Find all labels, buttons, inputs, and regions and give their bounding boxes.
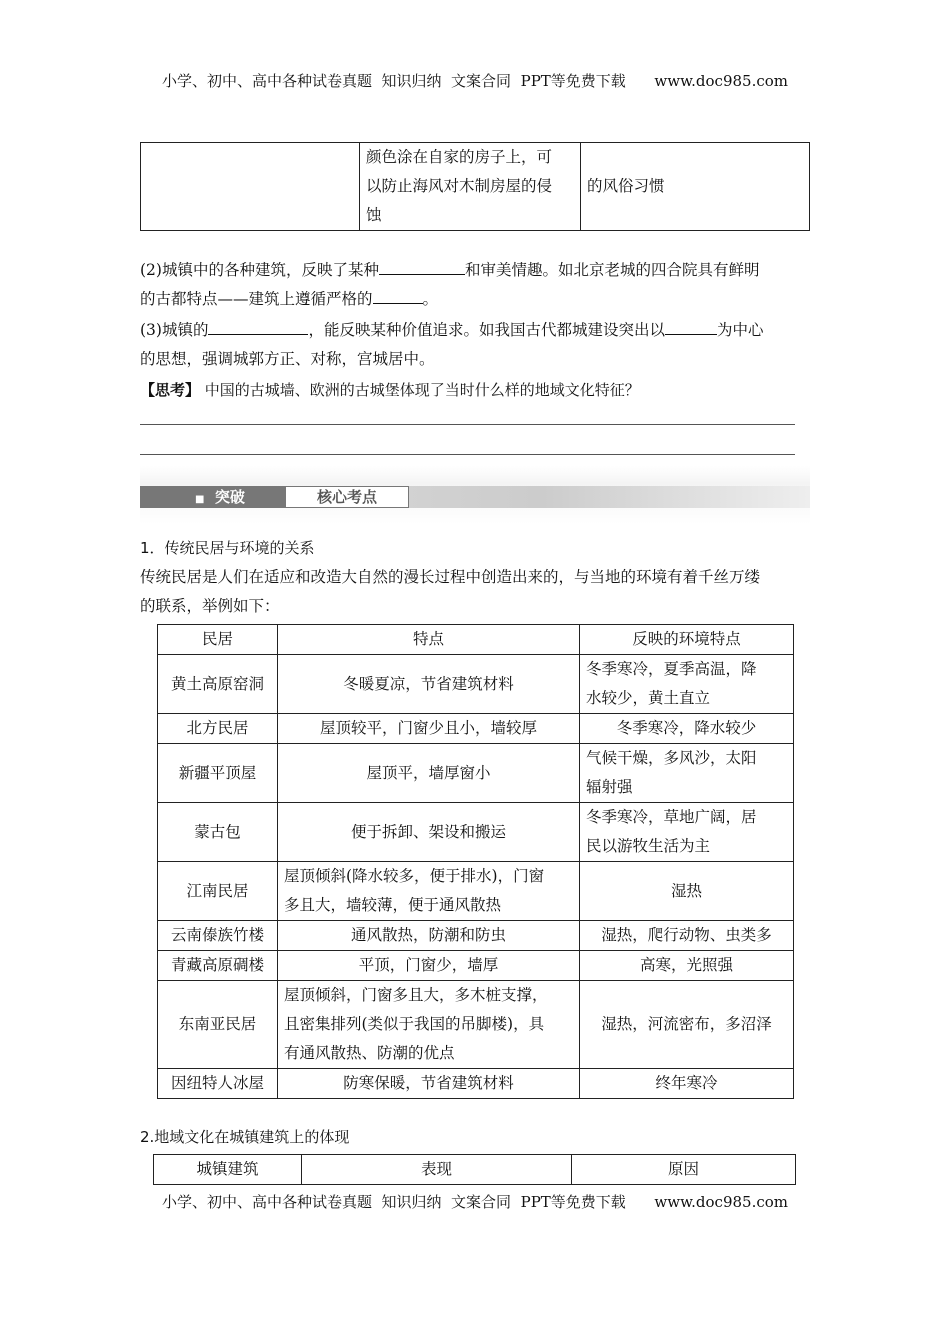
blank-field[interactable] <box>208 316 308 335</box>
environment-feature: 气候干燥，多风沙，太阳 辐射强 <box>580 744 794 803</box>
environment-feature: 冬季寒冷，降水较少 <box>580 714 794 744</box>
table-row <box>158 1069 794 1099</box>
dwelling-name: 新疆平顶屋 <box>158 744 278 803</box>
dwelling-name: 北方民居 <box>158 714 278 744</box>
section-banner <box>140 466 810 524</box>
table-row <box>158 744 794 803</box>
section1-intro: 传统民居是人们在适应和改造大自然的漫长过程中创造出来的，与当地的环境有着千丝万缕 的联系，举例如下： <box>140 568 761 615</box>
section2-title: 2.地域文化在城镇建筑上的体现 <box>140 1128 350 1146</box>
table-row <box>158 981 794 1069</box>
page-header <box>0 70 950 91</box>
think-label: 【思考】 <box>140 381 201 399</box>
paragraph-2: (2)城镇中的各种建筑，反映了某种 和审美情趣。如北京老城的四合院具有鲜明 的古都特点——建筑上遵循严格的 。 <box>140 256 810 314</box>
think-question <box>140 376 810 405</box>
paragraph-3: (3)城镇的 ，能反映某种价值追求。如我国古代都城建设突出以 为中心 的思想，强调城郭方正、对称，宫城居中。 <box>140 316 810 374</box>
dwelling-name: 黄土高原窑洞 <box>158 655 278 714</box>
page-footer <box>0 1191 950 1212</box>
top-table-cell-2: 颜色涂在自家的房子上，可 以防止海风对木制房屋的侵 蚀 <box>360 143 581 231</box>
blank-field[interactable] <box>665 316 717 335</box>
header-cell: 表现 <box>302 1155 572 1185</box>
environment-feature: 冬季寒冷，夏季高温，降 水较少，黄土直立 <box>580 655 794 714</box>
dwelling-name: 蒙古包 <box>158 803 278 862</box>
banner-left: ■ 突破 <box>140 486 285 508</box>
dwelling-feature: 屋顶平，墙厚窗小 <box>278 744 580 803</box>
dwelling-feature: 便于拆卸、架设和搬运 <box>278 803 580 862</box>
dwelling-feature: 通风散热，防潮和防虫 <box>278 921 580 951</box>
environment-feature: 湿热，河流密布，多沼泽 <box>580 981 794 1069</box>
dwelling-name: 云南傣族竹楼 <box>158 921 278 951</box>
top-table-cell-3: 的风俗习惯 <box>581 143 810 231</box>
blank-field[interactable] <box>379 256 465 275</box>
header-cell: 原因 <box>572 1155 796 1185</box>
city-architecture-table <box>153 1154 796 1185</box>
dwelling-feature: 冬暖夏凉，节省建筑材料 <box>278 655 580 714</box>
banner-right: 核心考点 <box>285 486 409 508</box>
table-row <box>158 951 794 981</box>
table-row <box>158 803 794 862</box>
section1-title: 1．传统民居与环境的关系 <box>140 539 315 557</box>
header-cell: 反映的环境特点 <box>580 625 794 655</box>
top-table <box>140 142 810 231</box>
dwelling-feature: 平顶，门窗少，墙厚 <box>278 951 580 981</box>
square-bullet-icon: ■ <box>195 494 205 505</box>
blank-field[interactable] <box>373 285 423 304</box>
dwelling-name: 江南民居 <box>158 862 278 921</box>
dwelling-name: 因纽特人冰屋 <box>158 1069 278 1099</box>
top-table-cell-1 <box>141 143 360 231</box>
environment-feature: 高寒，光照强 <box>580 951 794 981</box>
dwelling-name: 青藏高原碉楼 <box>158 951 278 981</box>
dwelling-feature: 屋顶倾斜，门窗多且大，多木桩支撑， 且密集排列(类似于我国的吊脚楼)，具 有通风散热、防潮的优点 <box>278 981 580 1069</box>
footer-text: 小学、初中、高中各种试卷真题 知识归纳 文案合同 PPT等免费下载 <box>161 1193 626 1211</box>
table-row <box>158 655 794 714</box>
table-row <box>158 862 794 921</box>
dwelling-feature: 防寒保暖，节省建筑材料 <box>278 1069 580 1099</box>
dwelling-feature: 屋顶较平，门窗少且小，墙较厚 <box>278 714 580 744</box>
environment-feature: 终年寒冷 <box>580 1069 794 1099</box>
header-url[interactable]: www.doc985.com <box>654 72 788 90</box>
table-header-row <box>158 625 794 655</box>
header-cell: 城镇建筑 <box>154 1155 302 1185</box>
header-cell: 特点 <box>278 625 580 655</box>
table-row <box>158 921 794 951</box>
table-row <box>158 714 794 744</box>
footer-url[interactable]: www.doc985.com <box>654 1193 788 1211</box>
environment-feature: 冬季寒冷，草地广阔，居 民以游牧生活为主 <box>580 803 794 862</box>
environment-feature: 湿热 <box>580 862 794 921</box>
dwelling-name: 东南亚民居 <box>158 981 278 1069</box>
answer-line-1[interactable] <box>140 424 795 425</box>
header-text: 小学、初中、高中各种试卷真题 知识归纳 文案合同 PPT等免费下载 <box>161 72 626 90</box>
dwelling-feature: 屋顶倾斜(降水较多，便于排水)，门窗 多且大，墙较薄，便于通风散热 <box>278 862 580 921</box>
header-cell: 民居 <box>158 625 278 655</box>
dwelling-table <box>157 624 794 1099</box>
answer-line-2[interactable] <box>140 454 795 455</box>
environment-feature: 湿热，爬行动物、虫类多 <box>580 921 794 951</box>
think-text: 中国的古城墙、欧洲的古城堡体现了当时什么样的地域文化特征？ <box>204 381 640 399</box>
